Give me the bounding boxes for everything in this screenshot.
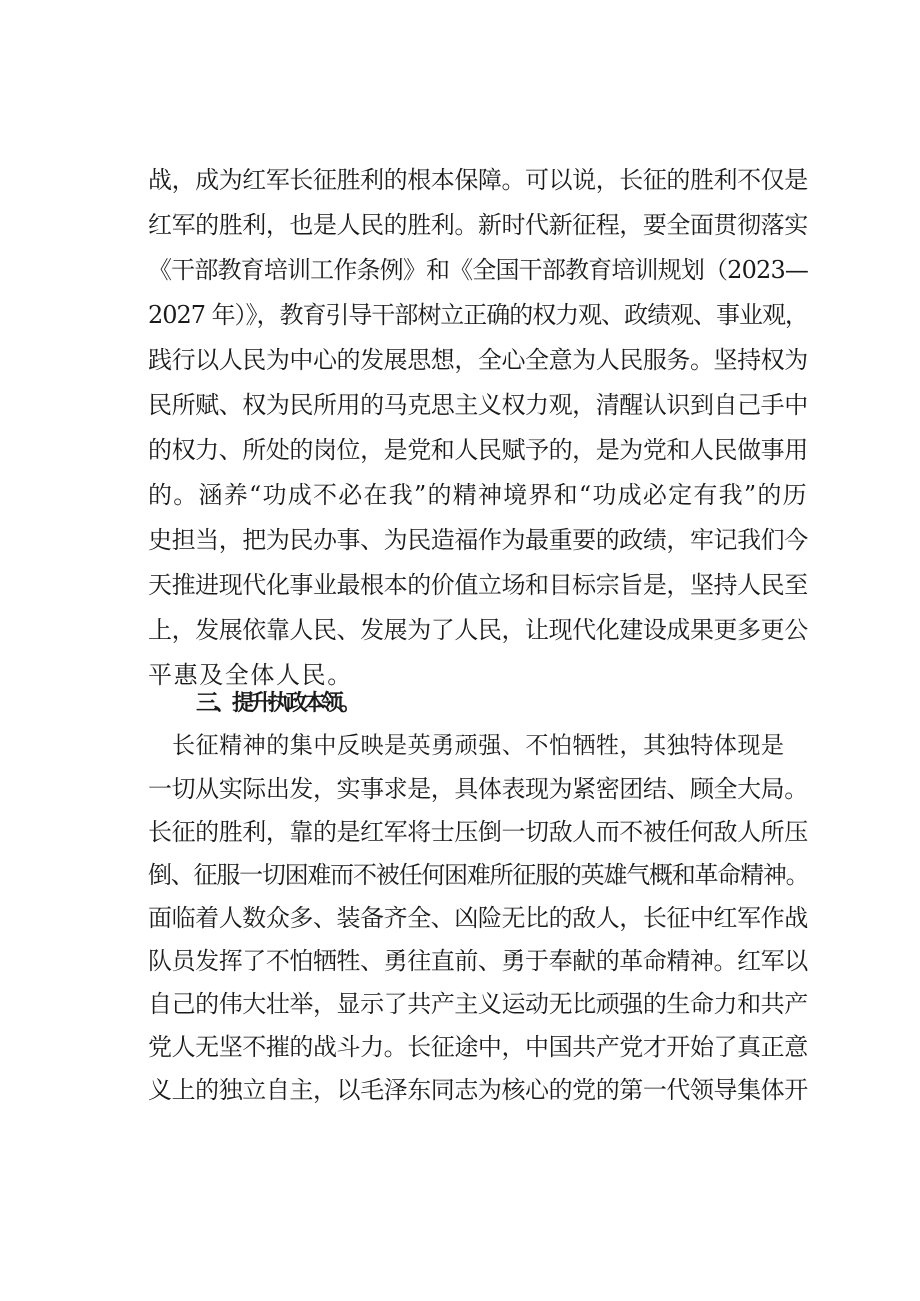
text-line: 战，成为红军长征胜利的根本保障。可以说，长征的胜利不仅是 — [148, 166, 808, 194]
text-line: 长征精神的集中反映是英勇顽强、不怕牺牲，其独特体现是 — [172, 733, 785, 759]
text-line: 的。涵养“功成不必在我”的精神境界和“功成必定有我”的历 — [148, 481, 808, 509]
text-line: 天推进现代化事业最根本的价值立场和目标宗旨是，坚持人民至 — [148, 571, 808, 599]
text-line: 《干部教育培训工作条例》和《全国干部教育培训规划（2023— — [148, 256, 809, 284]
text-line: 自己的伟大壮举，显示了共产主义运动无比顽强的生命力和共产 — [148, 990, 808, 1018]
text-line: 党人无坚不摧的战斗力。长征途中，中国共产党才开始了真正意 — [148, 1033, 808, 1061]
text-line: 民所赋、权为民所用的马克思主义权力观，清醒认识到自己手中 — [148, 391, 808, 419]
text-line: 一切从实际出发，实事求是，具体表现为紧密团结、顾全大局。 — [148, 775, 808, 803]
text-line: 的权力、所处的岗位，是党和人民赋予的，是为党和人民做事用 — [148, 436, 808, 464]
text-line: 倒、征服一切困难而不被任何困难所征服的英雄气概和革命精神。 — [148, 861, 809, 889]
text-line: 长征的胜利，靠的是红军将士压倒一切敌人而不被任何敌人所压 — [148, 818, 808, 846]
text-line: 平惠及全体人民。 — [148, 661, 353, 689]
text-line: 队员发挥了不怕牺牲、勇往直前、勇于奉献的革命精神。红军以 — [148, 947, 808, 975]
text-line: 红军的胜利，也是人民的胜利。新时代新征程，要全面贯彻落实 — [148, 211, 808, 239]
text-line: 2027 年）》，教育引导干部树立正确的权力观、政绩观、事业观， — [148, 301, 808, 329]
text-line: 史担当，把为民办事、为民造福作为最重要的政绩，牢记我们今 — [148, 526, 808, 554]
text-line: 践行以人民为中心的发展思想，全心全意为人民服务。坚持权为 — [148, 346, 808, 374]
section-heading: 三、提升执政本领。 — [196, 690, 358, 716]
text-line: 义上的独立自主，以毛泽东同志为核心的党的第一代领导集体开 — [148, 1076, 808, 1104]
text-line: 上，发展依靠人民、发展为了人民，让现代化建设成果更多更公 — [148, 616, 808, 644]
text-line: 面临着人数众多、装备齐全、凶险无比的敌人，长征中红军作战 — [148, 904, 808, 932]
